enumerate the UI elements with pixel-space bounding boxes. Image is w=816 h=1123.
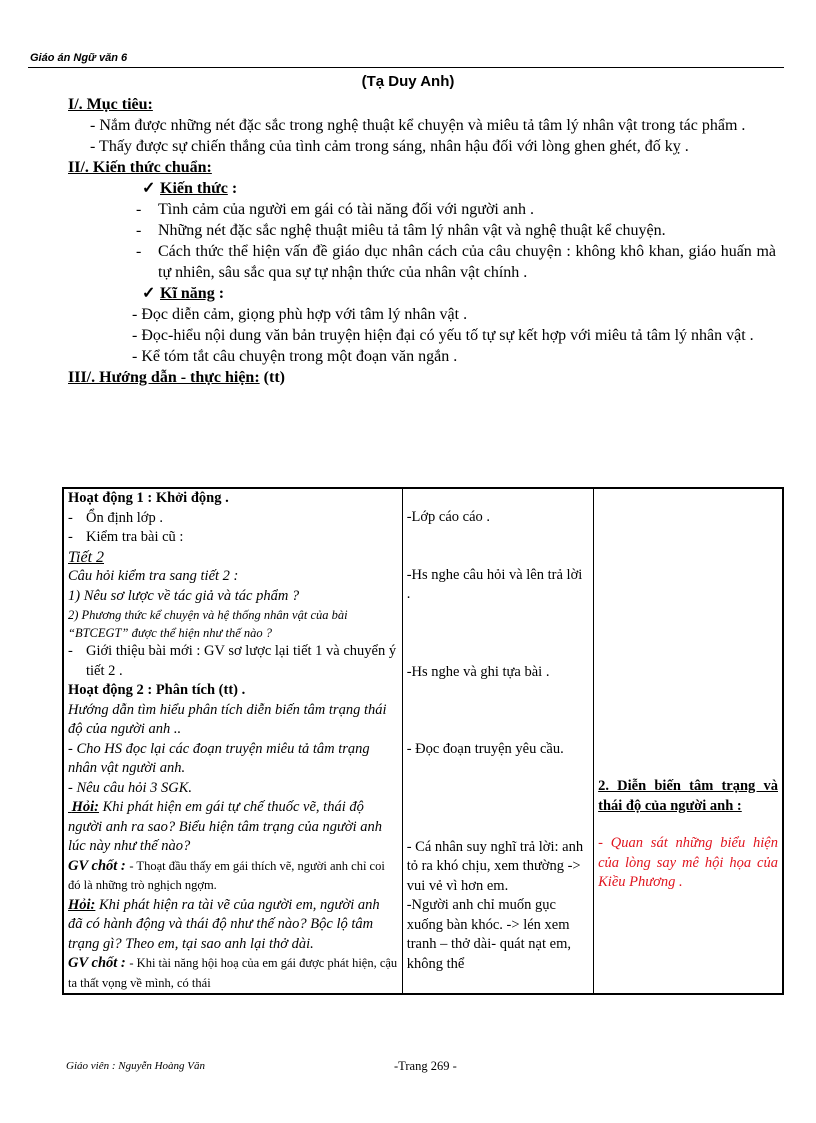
review-question-2: 2) Phương thức kể chuyện và hệ thống nhân vật của bài “BTCEGT” được thể hiện như thế nào ? — [68, 608, 348, 640]
knowledge-item: - Cách thức thể hiện vấn đề giáo dục nhân cách của câu chuyện : không khô khan, giáo huấn mà tự nhiên, sâu sắc qua sự tự nhận thức của nhân vật chính . — [136, 241, 776, 283]
review-question-1: 1) Nêu sơ lược về tác giả và tác phẩm ? — [68, 587, 300, 604]
read-instruction: - Cho HS đọc lại các đoạn truyện miêu tả tâm trạng nhân vật người anh. — [68, 740, 370, 776]
knowledge-item: - Những nét đặc sắc nghệ thuật miêu tả tâm lý nhân vật và nghệ thuật kể chuyện. — [136, 220, 776, 241]
header-divider — [28, 67, 784, 68]
teacher-conclusion-2: GV chốt : - Khi tài năng hội hoạ của em gái được phát hiện, cậu ta thất vọng về mình, có thái — [68, 955, 398, 990]
guide-text: Hướng dẫn tìm hiểu phân tích diễn biến tâm trạng thái độ của người anh .. — [68, 701, 387, 737]
question-2: Hỏi: Khi phát hiện ra tài vẽ của người em, người anh đã có hành động và thái độ như thế nào? Bộc lộ tâm trạng gì? Theo em, tại sao anh lại thở dài. — [68, 896, 380, 952]
student-answer: - Cá nhân suy nghĩ trả lời: anh tỏ ra khó chịu, xem thường -> vui vẻ vì hơn em. — [406, 838, 584, 894]
content-heading: 2. Diễn biến tâm trạng và thái độ của người anh : — [598, 778, 778, 814]
knowledge-heading: ✓ Kiến thức : — [142, 180, 238, 197]
skill-line: - Đọc diễn cảm, giọng phù hợp với tâm lý nhân vật . — [132, 306, 468, 323]
objective-1: - Nắm được những nét đặc sắc trong nghệ thuật kể chuyện và miêu tả tâm lý nhân vật trong tác phẩm . — [90, 117, 746, 134]
teacher-activity-column — [63, 488, 402, 994]
section-2-title: II/. Kiến thức chuẩn: — [68, 159, 212, 176]
student-answer: -Người anh chỉ muốn gục xuống bàn khóc. -> lén xem tranh – thở dài- quát nạt em, không thể — [406, 897, 571, 972]
skill-line: - Kể tóm tắt câu chuyện trong một đoạn văn ngắn . — [132, 348, 458, 365]
new-lesson-intro: - Giới thiệu bài mới : GV sơ lược lại tiết 1 và chuyển ý tiết 2 . — [68, 642, 398, 681]
content-column — [594, 488, 783, 994]
student-answer: -Hs nghe câu hỏi và lên trả lời . — [406, 566, 583, 602]
teacher-signature: Giáo viên : Nguyễn Hoàng Văn — [66, 1060, 205, 1072]
checkmark-icon: ✓ — [142, 285, 156, 302]
objectives-section — [68, 94, 776, 388]
activity-2-title: Hoạt động 2 : Phân tích (tt) . — [68, 682, 246, 698]
student-answer: -Hs nghe và ghi tựa bài . — [406, 663, 550, 680]
skills-heading: ✓ Kĩ năng : — [142, 285, 225, 302]
review-question-title: Câu hỏi kiểm tra sang tiết 2 : — [68, 568, 239, 584]
lesson-period: Tiết 2 — [68, 548, 105, 566]
section-3-title: III/. Hướng dẫn - thực hiện: (tt) — [68, 369, 285, 386]
checkmark-icon: ✓ — [142, 180, 156, 197]
student-answer: -Lớp cáo cáo . — [406, 509, 491, 525]
section-1-title: I/. Mục tiêu: — [68, 96, 153, 113]
teacher-conclusion-1: GV chốt : - Thoạt đầu thấy em gái thích vẽ, người anh chỉ coi đó là những trò nghịch ngợm. — [68, 857, 385, 892]
list-item: - Kiểm tra bài cũ : — [68, 528, 398, 548]
skill-line: - Đọc-hiểu nội dung văn bản truyện hiện đại có yếu tố tự sự kết hợp với miêu tả tâm lý nhân vật . — [132, 327, 754, 344]
knowledge-item: - Tình cảm của người em gái có tài năng đối với người anh . — [136, 199, 776, 220]
doc-header-subject: Giáo án Ngữ văn 6 — [30, 52, 128, 64]
list-item: - Ổn định lớp . — [68, 509, 398, 529]
author-name: (Tạ Duy Anh) — [361, 73, 455, 90]
question-1: Hỏi: Khi phát hiện em gái tự chế thuốc vẽ, thái độ người anh ra sao? Biểu hiện tâm trạng của người anh lúc này như thế nào? — [68, 799, 383, 854]
content-note: - Quan sát những biểu hiện của lòng say mê hội họa của Kiều Phương . — [598, 835, 778, 890]
student-activity-column — [402, 488, 593, 994]
activity-1-title: Hoạt động 1 : Khởi động . — [68, 490, 229, 506]
student-answer: - Đọc đoạn truyện yêu cầu. — [406, 741, 564, 757]
objective-2: - Thấy được sự chiến thắng của tình cảm trong sáng, nhân hậu đối với lòng ghen ghét, đố kỵ . — [90, 138, 689, 155]
lesson-table — [62, 487, 784, 995]
page-number: -Trang 269 - — [394, 1059, 457, 1073]
ask-question-3: - Nêu câu hỏi 3 SGK. — [68, 779, 193, 796]
